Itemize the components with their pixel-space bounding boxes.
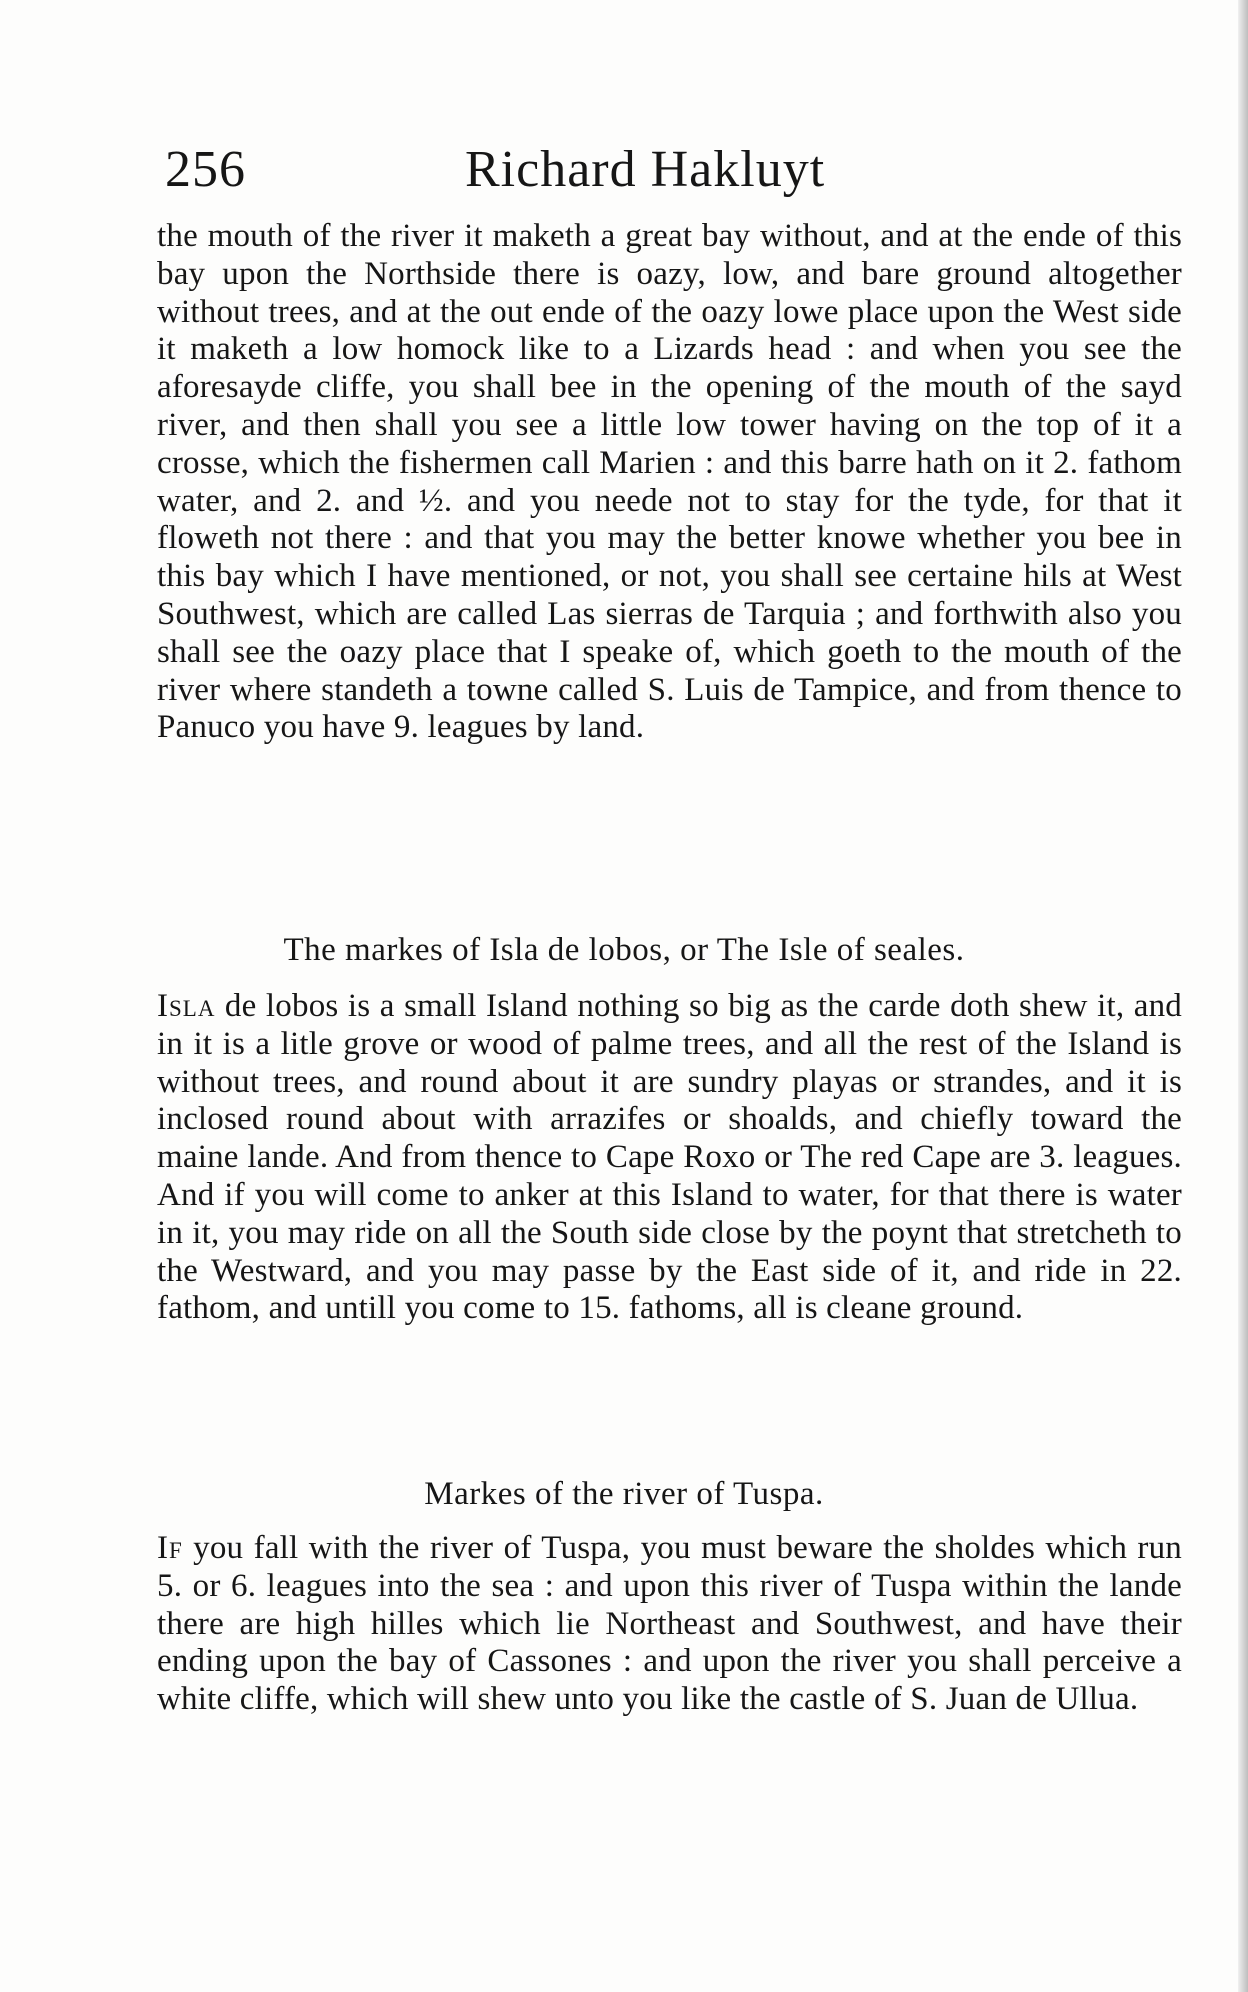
page-header — [165, 140, 1175, 200]
paragraph-text: the mouth of the river it maketh a great bay without, and at the ende of this bay upon the Northside there is oazy, low, and bare ground altogether without trees, and at the out ende of the oazy lowe place upon the West side it maketh a low homock like to a Lizards head : and when you see the aforesayde cliffe, you shall bee in the opening of the mouth of the sayd river, and then shall you see a little low tower having on the top of it a crosse, which the fishermen call Marien : and this barre hath on it 2. fathom water, and 2. and ½. and you neede not to stay for the tyde, for that it floweth not there : and that you may the better knowe whether you bee in this bay which I have mentioned, or not, you shall see certaine hils at West Southwest, which are called Las sierras de Tarquia ; and forthwith also you shall see the oazy place that I speake of, which goeth to the mouth of the river where standeth a towne called S. Luis de Tampice, and from thence to Panuco you have 9. leagues by land. — [157, 218, 1182, 746]
paragraph-text: you fall with the river of Tuspa, you must beware the sholdes which run 5. or 6. leagues into the sea : and upon this river of Tuspa within the lande there are high hilles which lie Northeast and Southwest, and have their ending upon the bay of Cassones : and upon the river you shall perceive a white cliffe, which will shew unto you like the castle of S. Juan de Ullua. — [157, 1530, 1182, 1718]
section-heading-tuspa: Markes of the river of Tuspa. — [424, 1476, 824, 1512]
paragraph-text: de lobos is a small Island nothing so big as the carde doth shew it, and in it is a litle grove or wood of palme trees, and all the rest of the Island is without trees, and round about it are sundry playas or strandes, and it is inclosed round about with arrazifes or shoalds, and chiefly toward the maine lande. And from thence to Cape Roxo or The red Cape are 3. leagues. And if you will come to anker at this Island to water, for that there is water in it, you may ride on all the South side close by the poynt that stretcheth to the Westward, and you may passe by the East side of it, and ride in 22. fathom, and untill you come to 15. fathoms, all is cleane ground. — [157, 988, 1182, 1327]
paragraph-lead-word: Isla — [157, 988, 216, 1024]
running-title: Richard Hakluyt — [465, 141, 826, 198]
page-edge-shadow — [1238, 0, 1248, 1992]
paragraph-isla-de-lobos — [157, 988, 1182, 1328]
page-number: 256 — [165, 141, 246, 198]
paragraph-lead-word: If — [157, 1530, 183, 1566]
paragraph-continued — [157, 218, 1182, 747]
paragraph-tuspa — [157, 1530, 1182, 1719]
section-heading-isla-de-lobos: The markes of Isla de lobos, or The Isle of seales. — [283, 932, 965, 968]
